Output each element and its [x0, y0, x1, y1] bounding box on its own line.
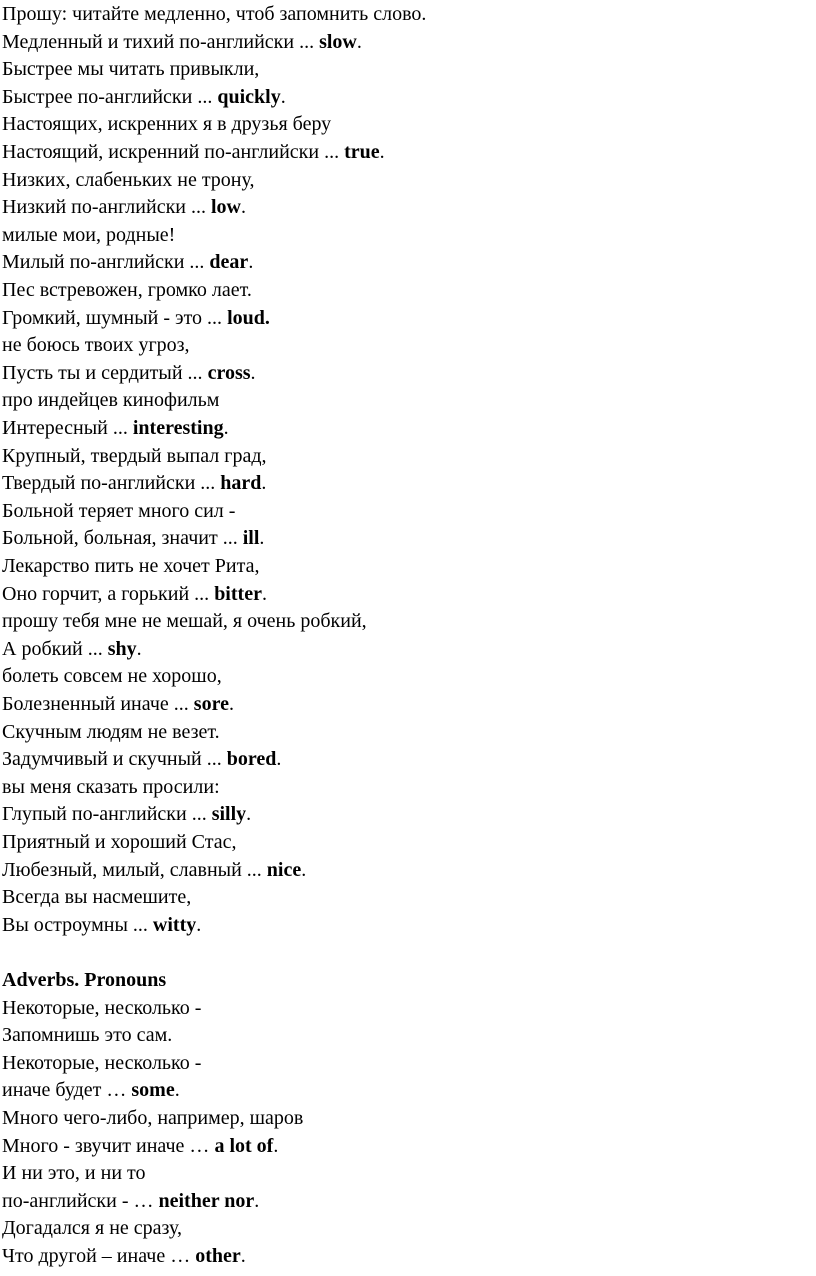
line-text: болеть совсем не хорошо, — [2, 665, 222, 688]
line-punct: . — [254, 1189, 260, 1212]
line-punct: . — [248, 251, 254, 274]
verse-line — [2, 718, 220, 746]
verse-line — [2, 276, 252, 304]
verse-line — [2, 1242, 246, 1270]
line-text: Пусть ты и сердитый ... — [2, 361, 208, 384]
verse-line — [2, 1159, 146, 1187]
line-text: Милый по-английски ... — [2, 251, 210, 274]
english-word: nice — [266, 858, 302, 881]
line-text: Скучным людям не везет. — [2, 720, 220, 743]
line-text: Задумчивый и скучный ... — [2, 748, 227, 771]
line-text: Прошу: читайте медленно, чтоб запомнить слово. — [2, 3, 427, 25]
verse-line — [2, 690, 234, 718]
line-text: иначе будет … — [2, 1079, 132, 1102]
verse-line — [2, 359, 256, 387]
line-text: Приятный и хороший Стас, — [2, 831, 237, 853]
verse-line — [2, 1104, 303, 1132]
line-punct: . — [174, 1079, 180, 1102]
line-text: прошу тебя мне не мешай, я очень робкий, — [2, 610, 367, 633]
verse-line — [2, 55, 259, 83]
line-text: Запомнишь это сам. — [2, 1024, 173, 1047]
verse-line — [2, 0, 426, 28]
verse-line — [2, 138, 385, 166]
english-word: cross — [207, 361, 251, 384]
line-punct: . — [259, 527, 265, 550]
line-text: Много чего-либо, например, шаров — [2, 1107, 304, 1129]
line-punct: . — [356, 30, 362, 53]
english-word: bitter — [214, 582, 262, 605]
verse-line — [2, 193, 246, 221]
line-text: Больной, больная, значит ... — [2, 527, 243, 550]
verse-line — [2, 110, 331, 138]
line-text: Больной теряет много сил - — [2, 499, 236, 522]
verse-line — [2, 166, 255, 194]
english-word: sore — [193, 693, 229, 715]
english-word: low — [210, 196, 241, 219]
english-word: ill — [242, 527, 260, 550]
verse-line — [2, 773, 220, 801]
line-text: вы меня сказать просили: — [2, 775, 220, 798]
verse-line — [2, 414, 229, 442]
verse-line — [2, 248, 253, 276]
verse-line — [2, 1187, 259, 1215]
verse-line — [2, 28, 362, 56]
line-text: про индейцев кинофильм — [2, 389, 220, 412]
line-text: Пес встревожен, громко лает. — [2, 279, 252, 301]
line-text: Что другой – иначе … — [2, 1245, 196, 1267]
english-word: silly — [211, 803, 247, 826]
english-word: hard — [220, 472, 262, 495]
english-word: a lot of — [214, 1134, 274, 1157]
verse-line — [2, 469, 266, 497]
verse-line — [2, 911, 201, 939]
line-text: Низкий по-английски ... — [2, 196, 211, 219]
line-text: И ни это, и ни то — [2, 1162, 146, 1185]
verse-line — [2, 497, 235, 525]
line-text: Быстрее по-английски ... — [2, 85, 218, 108]
line-text: Всегда вы насмешите, — [2, 886, 192, 909]
verse-line — [2, 1076, 180, 1104]
english-word: bored — [226, 748, 277, 771]
line-text: Оно горчит, а горький ... — [2, 582, 215, 605]
line-text: Громкий, шумный - это ... — [2, 306, 228, 329]
line-text: Настоящий, искренний по-английски ... — [2, 141, 345, 163]
verse-line — [2, 442, 267, 470]
line-text: Болезненный иначе ... — [2, 693, 194, 715]
line-text: милые мои, родные! — [2, 223, 176, 246]
line-punct: . — [273, 1134, 279, 1157]
verse-line — [2, 1021, 172, 1049]
english-word: true — [344, 141, 380, 163]
line-text: Медленный и тихий по-английски ... — [2, 30, 320, 53]
line-punct: . — [240, 1245, 246, 1267]
verse-line — [2, 800, 251, 828]
verse-line — [2, 828, 237, 856]
english-word: shy — [107, 637, 137, 660]
line-punct: . — [240, 196, 246, 219]
verse-line — [2, 552, 259, 580]
line-text: Любезный, милый, славный ... — [2, 858, 267, 881]
line-punct: . — [261, 472, 267, 495]
line-punct: . — [379, 141, 385, 163]
line-punct: . — [250, 361, 256, 384]
verse-line — [2, 856, 306, 884]
english-word: some — [131, 1079, 175, 1102]
verse-line — [2, 662, 222, 690]
english-word: interesting — [132, 417, 224, 439]
verse-line — [2, 221, 175, 249]
verse-line — [2, 580, 267, 608]
line-text: Некоторые, несколько - — [2, 996, 202, 1019]
line-text: Некоторые, несколько - — [2, 1051, 202, 1074]
line-punct: . — [246, 803, 252, 826]
verse-line — [2, 635, 142, 663]
english-word: other — [195, 1245, 241, 1267]
verse-line — [2, 386, 219, 414]
line-punct: . — [223, 417, 229, 439]
line-punct: . — [136, 637, 142, 660]
line-text: Догадался я не сразу, — [2, 1217, 183, 1240]
verse-line — [2, 304, 270, 332]
verse-line — [2, 331, 190, 359]
line-punct: . — [276, 748, 282, 771]
verse-line — [2, 524, 264, 552]
english-word: neither nor — [158, 1189, 255, 1212]
line-text: А робкий ... — [2, 637, 108, 660]
line-text: Интересный ... — [2, 417, 133, 439]
line-punct: . — [261, 582, 267, 605]
line-text: Крупный, твердый выпал град, — [2, 444, 267, 467]
english-word: witty — [152, 913, 197, 936]
line-text: Быстрее мы читать привыкли, — [2, 58, 260, 81]
verse-line — [2, 83, 286, 111]
verse-line — [2, 1132, 278, 1160]
section-heading: Adverbs. Pronouns — [2, 969, 167, 991]
english-word: loud. — [227, 306, 270, 329]
line-punct: . — [301, 858, 307, 881]
line-punct: . — [228, 693, 234, 715]
english-word: slow — [319, 30, 357, 53]
english-word: dear — [209, 251, 249, 274]
line-text: Настоящих, искренних я в друзья беру — [2, 113, 332, 136]
verse-line — [2, 1049, 201, 1077]
line-punct: . — [196, 913, 202, 936]
line-text: не боюсь твоих угроз, — [2, 334, 190, 357]
verse-line — [2, 745, 281, 773]
line-punct: . — [280, 85, 286, 108]
english-word: quickly — [217, 85, 281, 108]
verse-line — [2, 994, 201, 1022]
line-text: Глупый по-английски ... — [2, 803, 212, 826]
verse-line — [2, 607, 367, 635]
line-text: Много - звучит иначе … — [2, 1134, 215, 1157]
line-text: Низких, слабеньких не трону, — [2, 168, 255, 191]
verse-line — [2, 883, 191, 911]
line-text: по-английски - … — [2, 1189, 159, 1212]
line-text: Вы остроумны ... — [2, 913, 153, 936]
line-text: Лекарство пить не хочет Рита, — [2, 555, 260, 577]
line-text: Твердый по-английски ... — [2, 472, 221, 495]
verse-line — [2, 1214, 182, 1242]
